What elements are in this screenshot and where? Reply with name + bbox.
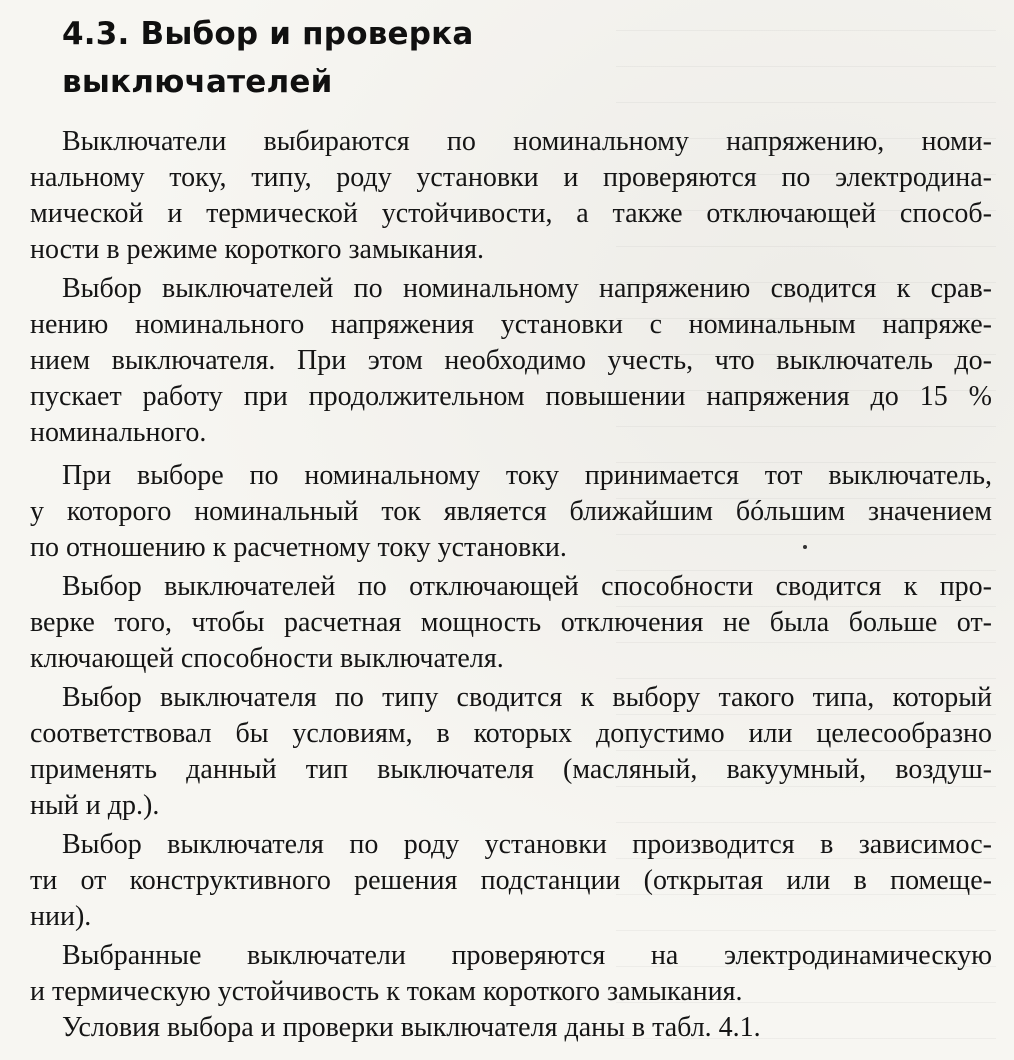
- text-line: Выбранные выключатели проверяются на электродинамическую: [62, 940, 992, 971]
- paragraph-5: [30, 680, 992, 824]
- text-line: нии).: [30, 901, 92, 932]
- text-line: ный и др.).: [30, 790, 160, 821]
- paragraph-4: [30, 569, 992, 677]
- text-line: ности в режиме короткого замыкания.: [30, 234, 484, 265]
- text-line: мической и термической устойчивости, а также отключающей способ-: [30, 198, 992, 229]
- text-line: Выключатели выбираются по номинальному напряжению, номи-: [62, 126, 992, 157]
- paragraph-8: [30, 1010, 992, 1046]
- text-line: по отношению к расчетному току установки.: [30, 532, 567, 563]
- paragraph-6: [30, 827, 992, 935]
- body-text: [30, 124, 992, 1046]
- text-line: номинального.: [30, 417, 207, 448]
- section-title-line-2: выключателей: [62, 64, 333, 100]
- text-line: у которого номинальный ток является ближайшим бóльшим значением: [30, 496, 992, 527]
- text-line: соответствовал бы условиям, в которых допустимо или целесообразно: [30, 718, 992, 749]
- text-line: Выбор выключателя по роду установки производится в зависимос-: [62, 829, 992, 860]
- text-line: При выборе по номинальному току принимается тот выключатель,: [62, 460, 992, 491]
- text-line: пускает работу при продолжительном повышении напряжения до 15 %: [30, 381, 992, 412]
- paragraph-3: [30, 458, 992, 566]
- text-line: Выбор выключателей по номинальному напряжению сводится к срав-: [62, 273, 992, 304]
- text-line: и термическую устойчивость к токам короткого замыкания.: [30, 976, 743, 1007]
- paragraph-1: [30, 124, 992, 268]
- text-line: нальному току, типу, роду установки и проверяются по электродина-: [30, 162, 992, 193]
- text-line: ключающей способности выключателя.: [30, 643, 504, 674]
- text-line: Выбор выключателя по типу сводится к выбору такого типа, который: [62, 682, 992, 713]
- text-line: применять данный тип выключателя (масляный, вакуумный, воздуш-: [30, 754, 992, 785]
- text-line: верке того, чтобы расчетная мощность отключения не была больше от-: [30, 607, 992, 638]
- text-line: нием выключателя. При этом необходимо учесть, что выключатель до-: [30, 345, 992, 376]
- paragraph-2: [30, 271, 992, 451]
- section-title: [62, 10, 473, 106]
- print-speck: [803, 545, 807, 549]
- text-line: Условия выбора и проверки выключателя даны в табл. 4.1.: [62, 1012, 761, 1043]
- text-line: ти от конструктивного решения подстанции (открытая или в помеще-: [30, 865, 992, 896]
- paragraph-7: [30, 938, 992, 1010]
- text-line: Выбор выключателей по отключающей способности сводится к про-: [62, 571, 992, 602]
- text-line: нению номинального напряжения установки с номинальным напряже-: [30, 309, 992, 340]
- section-title-line-1: 4.3. Выбор и проверка: [62, 16, 474, 52]
